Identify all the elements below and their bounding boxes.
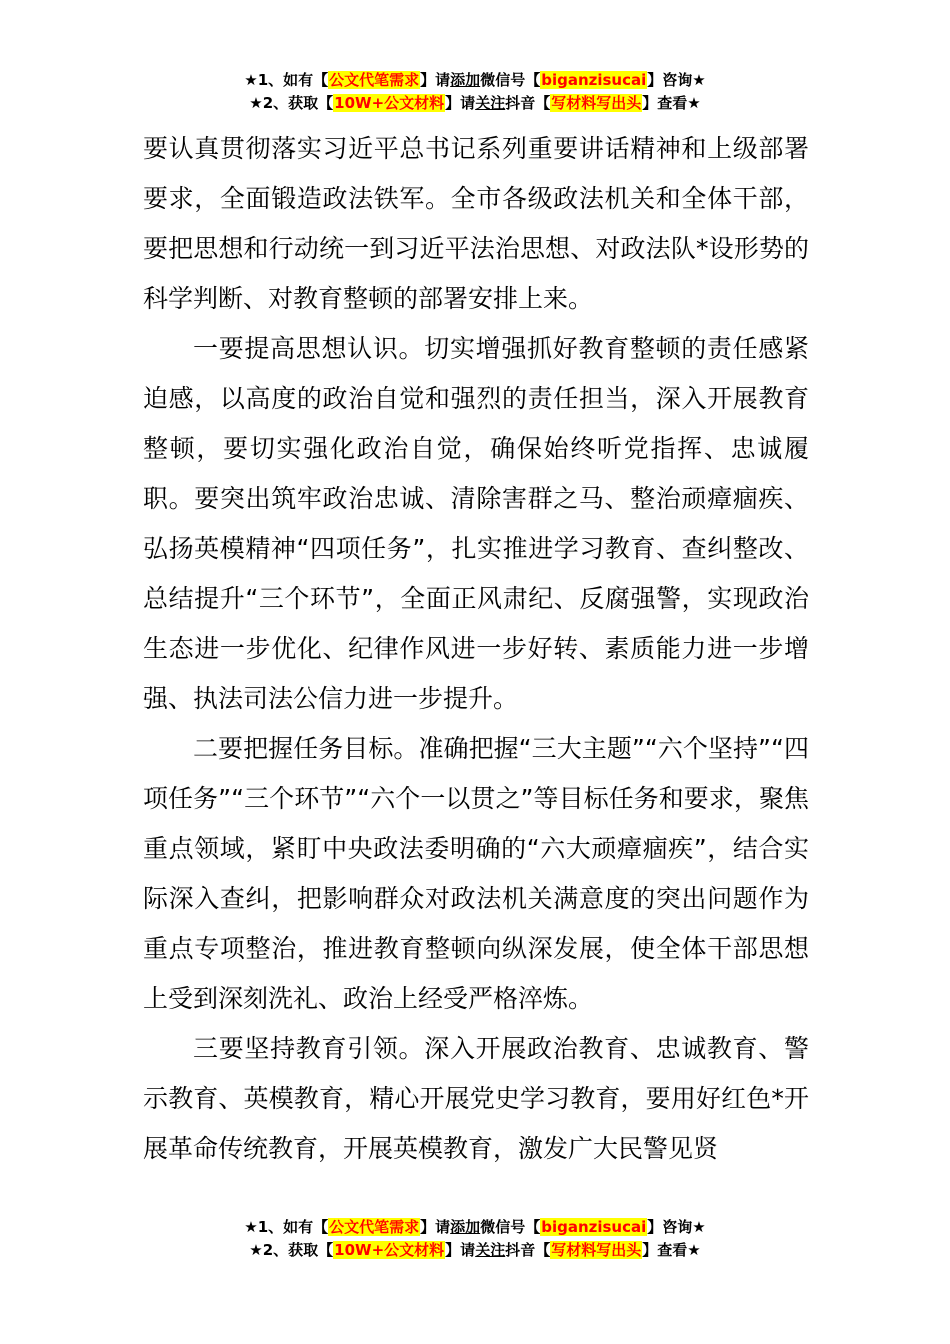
promo-text: 1、如有【 [257, 71, 329, 89]
paragraph-point-2: 二要把握任务目标。准确把握“三大主题”“六个坚持”“四项任务”“三个环节”“六个一以贯之”等目标任务和要求，聚焦重点领域，紧盯中央政法委明确的“六大顽瘴痼疾”，结合实际深入查纠，把影响群众对政法机关满意度的突出问题作为重点专项整治，推进教育整顿向纵深发展，使全体干部思想上受到深刻洗礼、政治上经受严格淬炼。 [143, 734, 809, 1013]
promo-text: 1、如有【 [257, 1218, 329, 1236]
promo-text: 】请 [445, 94, 476, 112]
star-icon: ★ [244, 71, 258, 89]
highlight-materials: 10W+公文材料 [334, 94, 445, 112]
promo-text: 】咨询 [647, 71, 693, 89]
promo-text: 微信号【 [480, 71, 541, 89]
promo-line-2 [0, 1239, 950, 1262]
star-icon: ★ [244, 1218, 258, 1236]
promo-text: 微信号【 [480, 1218, 541, 1236]
promo-line-1 [0, 1216, 950, 1239]
highlight-douyin-account: 写材料写出头 [551, 1241, 642, 1259]
highlight-wechat-id: biganzisucai [541, 71, 647, 89]
promo-line-2 [0, 92, 950, 115]
highlight-douyin-account: 写材料写出头 [551, 94, 642, 112]
star-icon: ★ [687, 94, 701, 112]
underlined-word: 关注 [475, 94, 506, 112]
underlined-word: 添加 [450, 71, 481, 89]
promo-text: 】请 [445, 1241, 476, 1259]
top-promo-banner [0, 69, 950, 115]
promo-text: 】咨询 [647, 1218, 693, 1236]
highlight-materials: 10W+公文材料 [334, 1241, 445, 1259]
star-icon: ★ [249, 94, 263, 112]
promo-text: 】请 [420, 71, 451, 89]
document-body [143, 124, 809, 1174]
paragraph-intro: 要认真贯彻落实习近平总书记系列重要讲话精神和上级部署要求，全面锻造政法铁军。全市各级政法机关和全体干部，要把思想和行动统一到习近平法治思想、对政法队*设形势的科学判断、对教育整顿的部署安排上来。 [143, 134, 809, 313]
promo-text: 】查看 [642, 94, 688, 112]
paragraph-point-3: 三要坚持教育引领。深入开展政治教育、忠诚教育、警示教育、英模教育，精心开展党史学习教育，要用好红色*开展革命传统教育，开展英模教育，激发广大民警见贤 [143, 1034, 809, 1163]
star-icon: ★ [687, 1241, 701, 1259]
promo-text: 】查看 [642, 1241, 688, 1259]
star-icon: ★ [692, 1218, 706, 1236]
promo-text: 】请 [420, 1218, 451, 1236]
underlined-word: 添加 [450, 1218, 481, 1236]
underlined-word: 关注 [475, 1241, 506, 1259]
highlight-service: 公文代笔需求 [329, 1218, 420, 1236]
promo-line-1 [0, 69, 950, 92]
promo-text: 2、获取【 [262, 94, 334, 112]
promo-text: 抖音【 [505, 94, 551, 112]
bottom-promo-banner [0, 1216, 950, 1262]
paragraph-point-1: 一要提高思想认识。切实增强抓好教育整顿的责任感紧迫感，以高度的政治自觉和强烈的责任担当，深入开展教育整顿，要切实强化政治自觉，确保始终听党指挥、忠诚履职。要突出筑牢政治忠诚、清除害群之马、整治顽瘴痼疾、弘扬英模精神“四项任务”，扎实推进学习教育、查纠整改、总结提升“三个环节”，全面正风肃纪、反腐强警，实现政治生态进一步优化、纪律作风进一步好转、素质能力进一步增强、执法司法公信力进一步提升。 [143, 334, 809, 713]
star-icon: ★ [249, 1241, 263, 1259]
promo-text: 2、获取【 [262, 1241, 334, 1259]
highlight-service: 公文代笔需求 [329, 71, 420, 89]
highlight-wechat-id: biganzisucai [541, 1218, 647, 1236]
promo-text: 抖音【 [505, 1241, 551, 1259]
star-icon: ★ [692, 71, 706, 89]
